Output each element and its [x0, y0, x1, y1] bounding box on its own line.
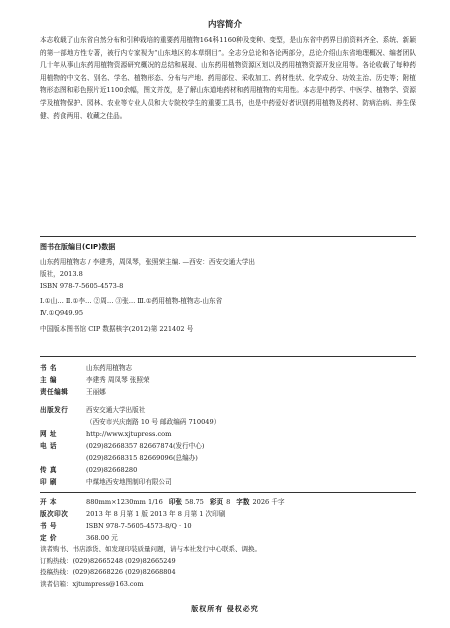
credit-value: 山东药用植物志 — [86, 364, 133, 372]
publisher-value: （西安市兴庆南路 10 号 邮政编码 710049） — [86, 418, 221, 426]
isbn-value: ISBN 978-7-5605-4573-8/Q · 10 — [86, 522, 192, 530]
spec-label: 开 本 — [40, 498, 57, 506]
intro-body: 本志收载了山东省自然分布和引种栽培的重要药用植物164科1160种及变种、变型，是山东省中药界目前资料齐全、系统、新颖的第一部地方性专著，被行内专家视为“山东地区的本草纲目”。全志分总论和各论两部分，总论介绍山东省地理概况、编者团队几十年从事山东药用植物资源研究概况的总结和展现、山东药用植物资源区划以及药用植物资源开发应用等。各论收载了每种药用植物的中文名、别名、学名、植物形态、分布与产地、药用部位、采收加工、药材性状、化学成分、功效主治、历史等；附植物形态图和彩色照片近1100余幅，图文并茂，是了解山东道地药材和药用植物的实用性。本志是中药学、中医学、植物学、资源学及植物保护、园林、农业等专业人员和大专院校学生的重要工具书，也是中药爱好者识别药用植物及药材、防病治病、养生保健、药食两用、收藏之佳品。 — [40, 36, 416, 120]
publisher-block — [40, 404, 220, 488]
publisher-label: 电 话 — [40, 442, 57, 450]
credits-block — [40, 362, 150, 398]
publisher-value: (029)82668315 82669096(总编办) — [86, 454, 198, 462]
publisher-value: (029)82668280 — [86, 466, 138, 474]
website-link[interactable]: http://www.xjtupress.com — [86, 430, 172, 438]
divider-mid — [40, 356, 416, 357]
cip-block — [40, 257, 420, 336]
divider-top — [40, 236, 416, 237]
credit-value: 李建秀 周凤琴 张照荣 — [86, 376, 150, 384]
publisher-label: 出版发行 — [40, 406, 69, 414]
spec-value: 8 — [226, 498, 231, 506]
spec-value: 58.75 — [185, 498, 204, 506]
cip-line: Ⅳ.①Q949.95 — [40, 309, 84, 318]
spec-label: 版次印次 — [40, 510, 69, 518]
credit-row — [40, 362, 150, 374]
spec-label: 印张 — [168, 498, 182, 506]
spec-label: 彩页 — [209, 498, 224, 506]
spec-value: 2026 千字 — [252, 498, 285, 506]
credit-label: 书 名 — [40, 364, 57, 372]
submission-hotline: 投稿热线：(029)82668226 (029)82668804 — [40, 568, 176, 577]
publisher-row — [40, 452, 220, 464]
order-hotline: 订购热线：(029)82665248 (029)82665249 — [40, 556, 176, 565]
credit-row — [40, 374, 150, 386]
publisher-label — [40, 416, 86, 428]
spec-row — [40, 496, 285, 508]
publisher-row — [40, 404, 220, 416]
divider-specs — [40, 492, 416, 493]
spec-row — [40, 532, 285, 544]
specs-block — [40, 496, 285, 544]
cip-line: 山东药用植物志 / 李建秀，周凤琴，张照荣主编. —西安：西安交通大学出 — [40, 258, 256, 266]
publisher-value: 西安交通大学出版社 — [86, 406, 146, 414]
credit-value: 王丽娜 — [86, 388, 106, 396]
price-value: 368.00 元 — [86, 534, 118, 542]
spec-value: 880mm×1230mm 1/16 — [86, 498, 163, 506]
cip-line: 版社，2013.8 — [40, 269, 83, 278]
credit-label: 主 编 — [40, 376, 57, 384]
credit-row — [40, 386, 150, 398]
spec-row — [40, 520, 285, 532]
publisher-label: 网 址 — [40, 430, 57, 438]
spec-row — [40, 508, 285, 520]
publisher-row — [40, 476, 220, 488]
contact-note: 读者购书、书店添货、如发现印装质量问题，请与本社发行中心联系、调换。 — [40, 545, 261, 553]
cip-line: Ⅰ.①山… Ⅱ.①李… ②周… ③张… Ⅲ.①药用植物-植物志-山东省 — [40, 297, 223, 306]
spec-label: 书 号 — [40, 522, 57, 530]
cip-isbn: ISBN 978-7-5605-4573-8 — [40, 281, 124, 290]
copyright-notice: 版权所有 侵权必究 — [191, 605, 259, 613]
spec-label: 字数 — [236, 498, 250, 506]
publisher-row — [40, 440, 220, 452]
spec-value: 2013 年 8 月第 1 版 2013 年 8 月第 1 次印刷 — [86, 510, 226, 518]
publisher-value: (029)82668357 82667874(发行中心) — [86, 442, 205, 450]
cip-number: 中国版本图书馆 CIP 数据核字(2012)第 221402 号 — [40, 324, 194, 333]
publisher-row — [40, 464, 220, 476]
spec-label: 定 价 — [40, 534, 57, 542]
publisher-label: 传 真 — [40, 466, 57, 474]
credit-label: 责任编辑 — [40, 388, 69, 396]
publisher-label — [40, 452, 86, 464]
reader-email[interactable]: 读者信箱：xjtumpress@163.com — [40, 579, 144, 588]
cip-title: 图书在版编目(CIP)数据 — [40, 243, 116, 251]
contact-block — [40, 544, 261, 590]
intro-title: 内容简介 — [207, 20, 242, 30]
publisher-value: 中煤地西安地图制印有限公司 — [86, 478, 172, 486]
publisher-label: 印 刷 — [40, 478, 57, 486]
publisher-row — [40, 416, 220, 428]
publisher-row — [40, 428, 220, 440]
